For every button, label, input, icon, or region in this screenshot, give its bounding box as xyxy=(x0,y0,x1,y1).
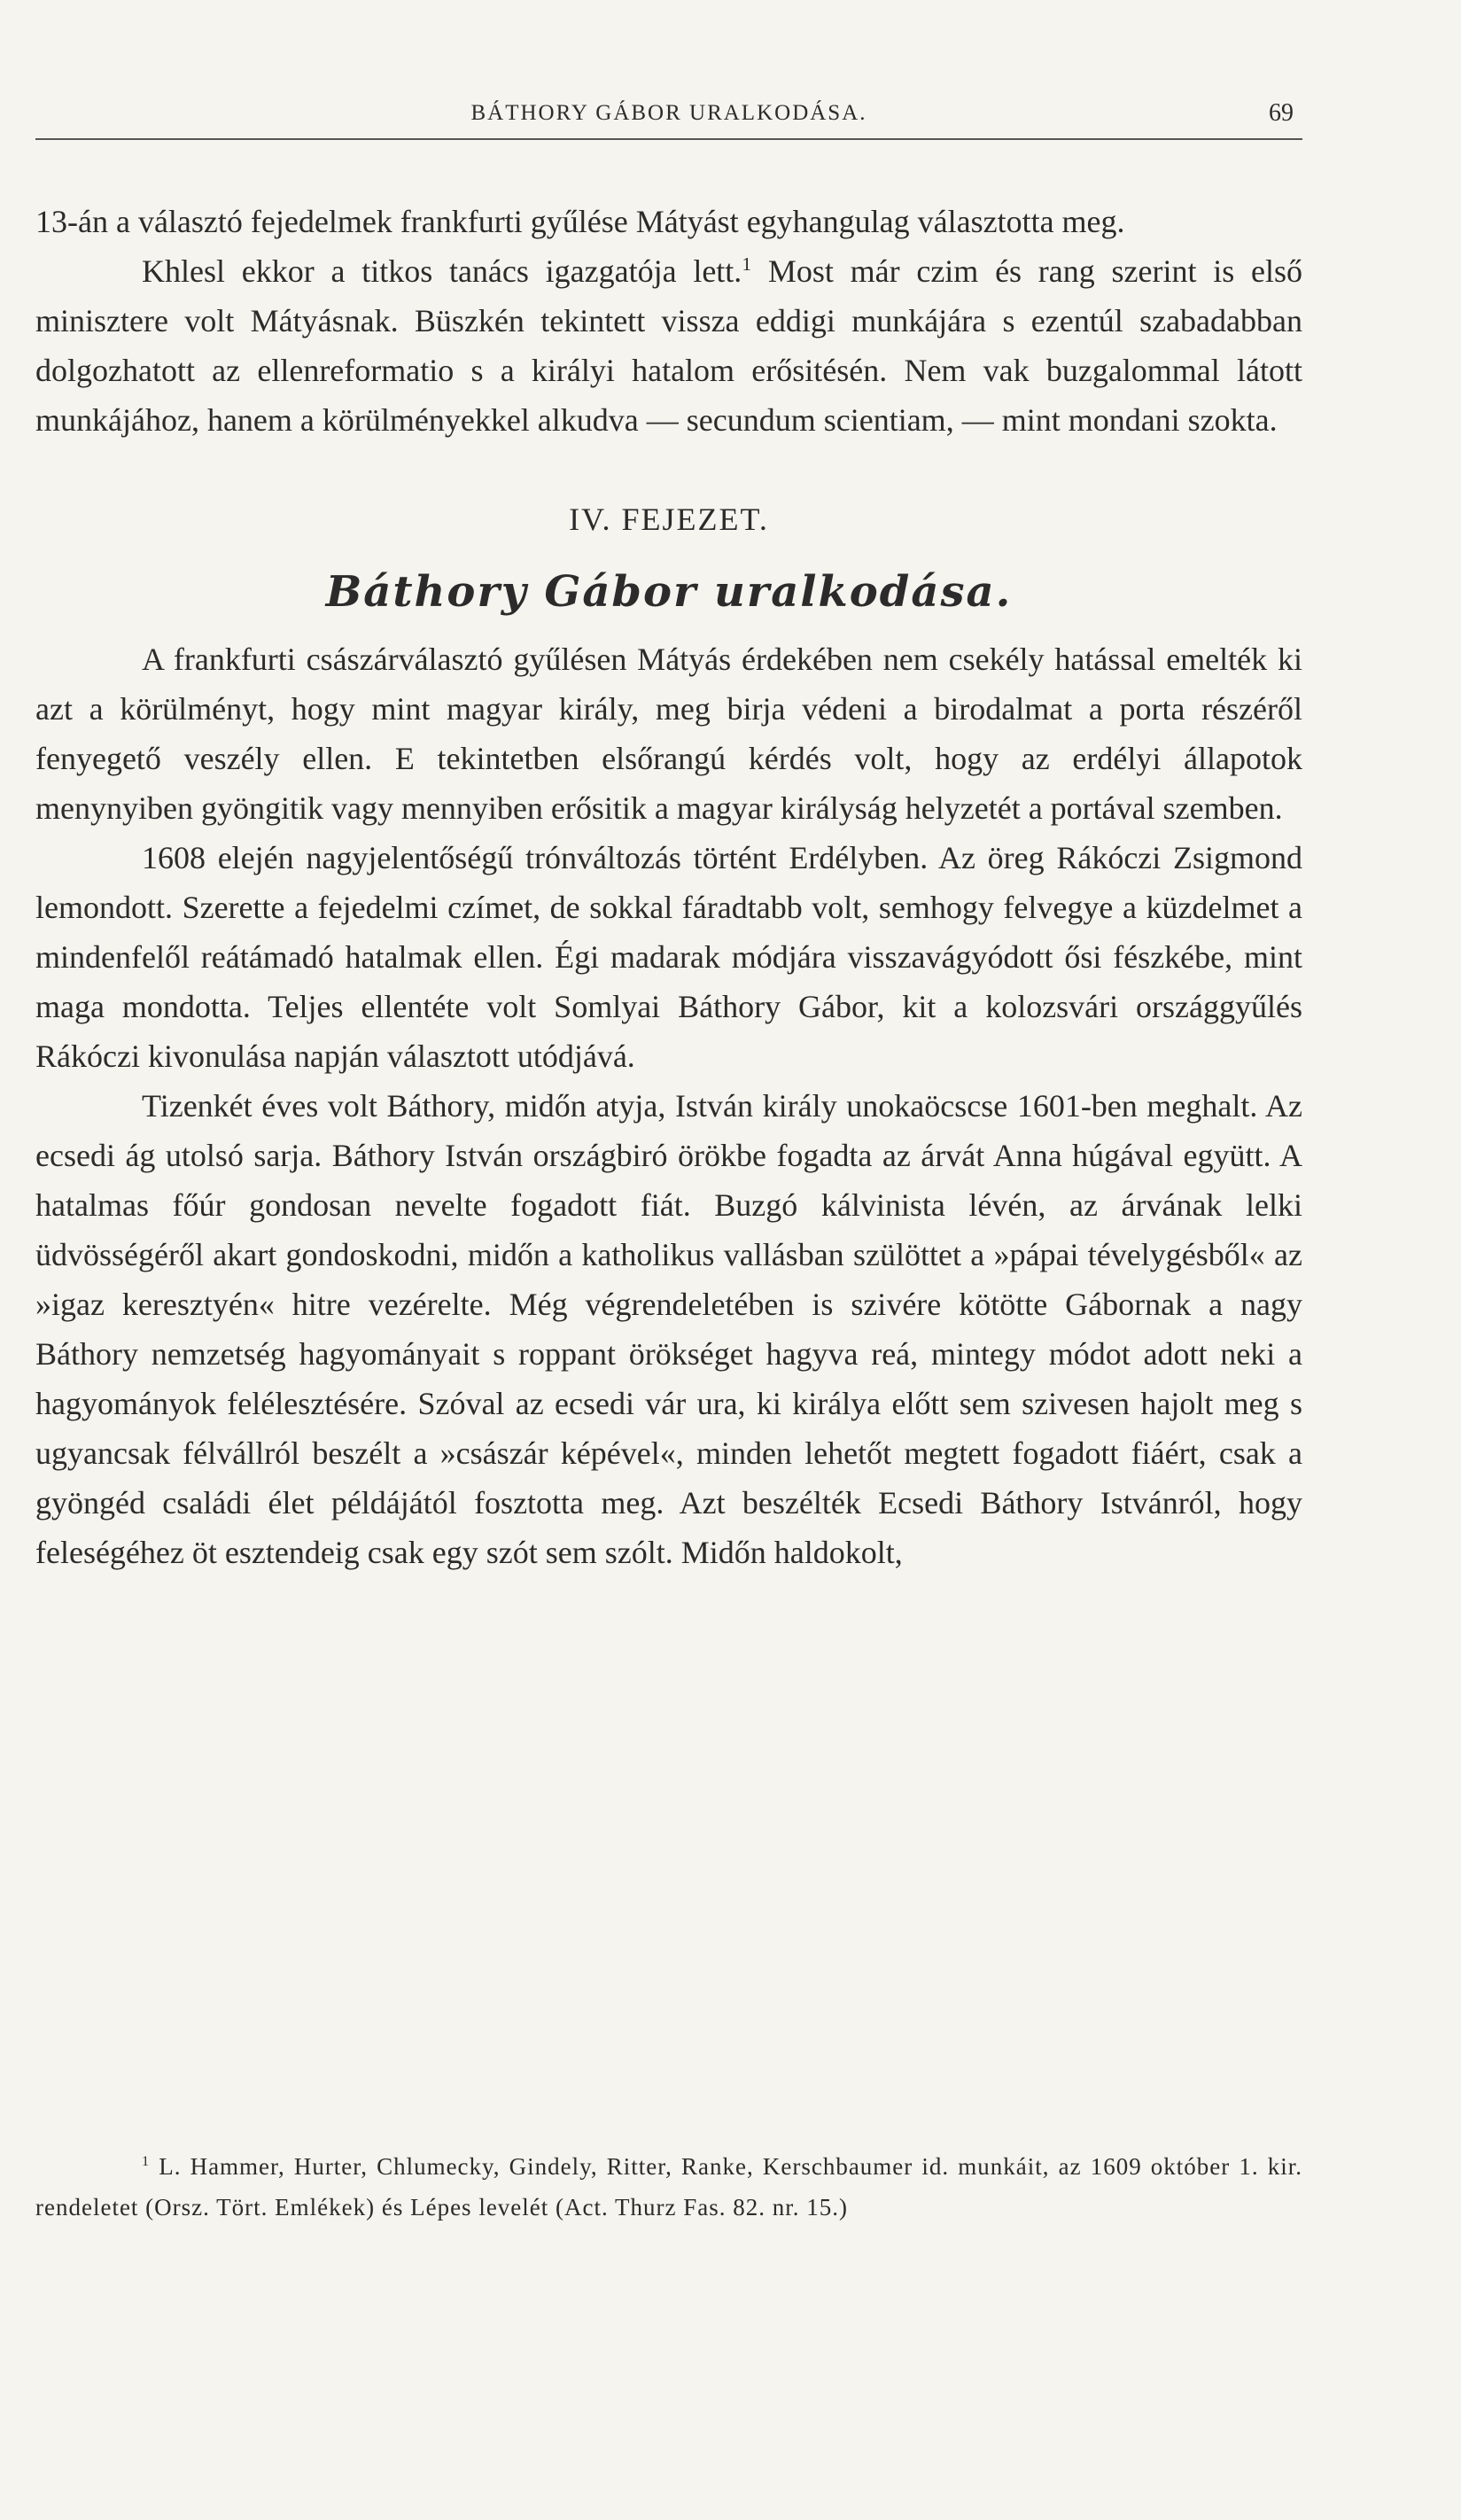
footnote-text: L. Hammer, Hurter, Chlumecky, Gindely, Ritter, Ranke, Kerschbaumer id. munkáit, az 1609 október 1. kir. rendeletet (Orsz. Tört. Emlékek) és Lépes levelét (Act. Thurz Fas. 82. nr. 15.) xyxy=(35,2153,1303,2221)
footnote xyxy=(35,2146,1302,2228)
paragraph-text: Khlesl ekkor a titkos tanács igazgatója lett. xyxy=(142,253,742,289)
paragraph: 1608 elején nagyjelentőségű trónváltozás történt Erdélyben. Az öreg Rákóczi Zsigmond lemondott. Szerette a fejedelmi czímet, de sokkal fáradtabb volt, semhogy felvegye a küzdelmet a mindenfelől reátámadó hatalmak ellen. Égi madarak módjára visszavágyódott ősi fészkébe, mint maga mondotta. Teljes ellentéte volt Somlyai Báthory Gábor, kit a kolozsvári országgyűlés Rákóczi kivonulása napján választott utódjává. xyxy=(35,840,1302,1074)
footnote-reference: 1 xyxy=(742,253,752,275)
footnote-mark: 1 xyxy=(142,2153,151,2169)
page-number: 69 xyxy=(1269,99,1294,127)
chapter-title: Báthory Gábor uralkodása. xyxy=(325,567,1013,617)
paragraph-text: Most már czim és rang szerint is első minisztere volt Mátyásnak. Büszkén tekintett vissza eddigi munkájára s ezentúl szabadabban dolgozhatott az ellenreformatio s a királyi hatalom erősitésén. Nem vak buzgalommal látott munkájához, hanem a körülményekkel alkudva — secundum scientiam, — mint mondani szokta. xyxy=(35,253,1302,438)
paragraph: 13-án a választó fejedelmek frankfurti gyűlése Mátyást egyhangulag választotta meg. xyxy=(35,204,1125,239)
paragraph: Tizenkét éves volt Báthory, midőn atyja, István király unokaöcscse 1601-ben meghalt. Az ecsedi ág utolsó sarja. Báthory István országbiró örökbe fogadta az árvát Anna húgával együtt. A hatalmas főúr gondosan nevelte fogadott fiát. Buzgó kálvinista lévén, az árvának lelki üdvösségéről akart gondoskodni, midőn a katholikus vallásban szülöttet a »pápai tévelygésből« az »igaz keresztyén« hitre vezérelte. Még végrendeletében is szivére kötötte Gábornak a nagy Báthory nemzetség hagyományait s roppant örökséget hagyva reá, mintegy módot adott neki a hagyományok felélesztésére. Szóval az ecsedi vár ura, ki királya előtt sem szivesen hajolt meg s ugyancsak félvállról beszélt a »császár képével«, minden lehetőt megtett fogadott fiáért, csak a gyöngéd családi élet példájától fosztotta meg. Azt beszélték Ecsedi Báthory Istvánról, hogy feleségéhez öt esztendeig csak egy szót sem szólt. Midőn haldokolt, xyxy=(35,1088,1302,1570)
running-title: BÁTHORY GÁBOR URALKODÁSA. xyxy=(470,101,867,125)
book-page xyxy=(35,0,1302,2520)
paragraph: A frankfurti császárválasztó gyűlésen Mátyás érdekében nem csekély hatással emelték ki azt a körülményt, hogy mint magyar király, meg birja védeni a birodalmat a porta részéről fenyegető veszély ellen. E tekintetben elsőrangú kérdés volt, hogy az erdélyi állapotok menynyiben gyöngitik vagy mennyiben erősitik a magyar királyság helyzetét a portával szemben. xyxy=(35,642,1302,826)
running-head xyxy=(35,96,1302,140)
paragraph-khlesl xyxy=(35,246,1302,445)
body-text xyxy=(35,197,1302,1577)
chapter-label: IV. FEJEZET. xyxy=(569,502,769,537)
footnotes xyxy=(35,2146,1302,2228)
